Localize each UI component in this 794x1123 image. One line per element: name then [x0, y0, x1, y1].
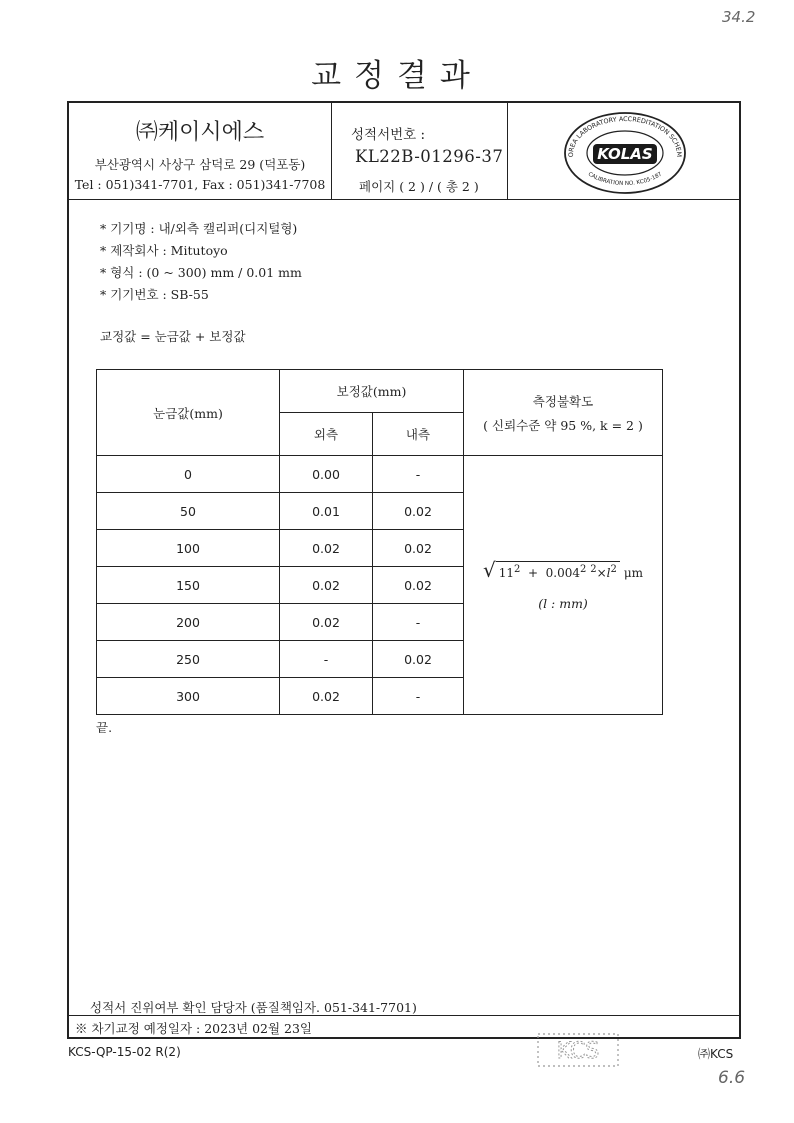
inner-cell: 0.02 [373, 567, 464, 604]
uncertainty-cell [464, 456, 663, 715]
handwritten-corner-note: 34.2 [722, 8, 756, 26]
scale-cell: 100 [97, 530, 280, 567]
outer-cell: 0.01 [280, 493, 373, 530]
form-code: KCS-QP-15-02 R(2) [68, 1045, 181, 1059]
uncertainty-term-a: 11 [498, 565, 514, 580]
end-mark: 끝. [96, 720, 113, 735]
uncertainty-note: (l : mm) [538, 595, 588, 611]
kcs-stamp [536, 1030, 620, 1074]
serial-number: * 기기번호 : SB-55 [100, 287, 209, 302]
uncertainty-term-b: 0.004 [545, 565, 581, 580]
header-outer: 외측 [280, 413, 373, 456]
model-spec: * 형식 : (0 ~ 300) mm / 0.01 mm [100, 265, 302, 280]
manufacturer: * 제작회사 : Mitutoyo [100, 243, 228, 258]
calibration-table [96, 369, 663, 715]
inner-cell: 0.02 [373, 530, 464, 567]
instrument-name: * 기기명 : 내/외측 캘리퍼(디지털형) [100, 221, 298, 236]
inner-cell: - [373, 456, 464, 493]
outer-cell: 0.02 [280, 567, 373, 604]
uncertainty-confidence: ( 신뢰수준 약 95 %, k = 2 ) [483, 417, 643, 433]
scale-cell: 200 [97, 604, 280, 641]
company-contact: Tel : 051)341-7701, Fax : 051)341-7708 [74, 177, 326, 192]
page-info: 페이지 ( 2 ) / ( 총 2 ) [359, 179, 479, 194]
scale-cell: 250 [97, 641, 280, 678]
company-address: 부산광역시 사상구 삼덕로 29 (덕포동) [94, 157, 306, 172]
outer-cell: 0.02 [280, 604, 373, 641]
handwritten-bottom-note: 6.6 [718, 1068, 746, 1088]
logo-ring-bottom: CALIBRATION NO. KC05-187 [586, 171, 664, 188]
header-inner: 내측 [373, 413, 464, 456]
stamp-text: KCS [556, 1039, 600, 1064]
certificate-number: KL22B-01296-37 [355, 147, 504, 166]
header-correction: 보정값(mm) [280, 370, 464, 413]
logo-wordmark: KOLAS [597, 145, 653, 163]
logo-ring-top: OREA LABORATORY ACCREDITATION SCHEM [566, 114, 684, 158]
inner-cell: - [373, 678, 464, 715]
verification-contact: 성적서 진위여부 확인 담당자 (품질책임자. 051-341-7701) [90, 1000, 417, 1015]
scale-cell: 150 [97, 567, 280, 604]
kolas-logo [555, 107, 695, 195]
company-cell [69, 103, 332, 199]
company-name: ㈜케이시에스 [135, 120, 265, 145]
calibration-formula: 교정값 = 눈금값 + 보정값 [100, 329, 246, 344]
svg-text:CALIBRATION NO. KC05-187 [587, 171, 664, 187]
inner-cell: - [373, 604, 464, 641]
header-row [69, 103, 739, 200]
header-scale: 눈금값(mm) [97, 370, 280, 456]
certificate-cell [331, 103, 508, 199]
outer-cell: 0.02 [280, 678, 373, 715]
company-short-name: ㈜KCS [698, 1047, 734, 1061]
outer-cell: 0.00 [280, 456, 373, 493]
header-uncertainty [464, 370, 663, 456]
logo-cell [507, 103, 739, 199]
scale-cell: 0 [97, 456, 280, 493]
next-calibration-date: ※ 차기교정 예정일자 : 2023년 02월 23일 [67, 1015, 741, 1039]
outer-cell: - [280, 641, 373, 678]
scale-cell: 50 [97, 493, 280, 530]
uncertainty-expression: √ $11^2 + 0.004^2$ $^2\times l^2$ μm [482, 557, 644, 582]
uncertainty-unit: μm [623, 565, 644, 580]
instrument-info [100, 218, 302, 306]
certificate-label: 성적서번호 : [351, 127, 426, 143]
inner-cell: 0.02 [373, 641, 464, 678]
inner-cell: 0.02 [373, 493, 464, 530]
scale-cell: 300 [97, 678, 280, 715]
uncertainty-title: 측정불확도 [532, 393, 594, 409]
document-title: 교정결과 [311, 58, 483, 94]
outer-cell: 0.02 [280, 530, 373, 567]
